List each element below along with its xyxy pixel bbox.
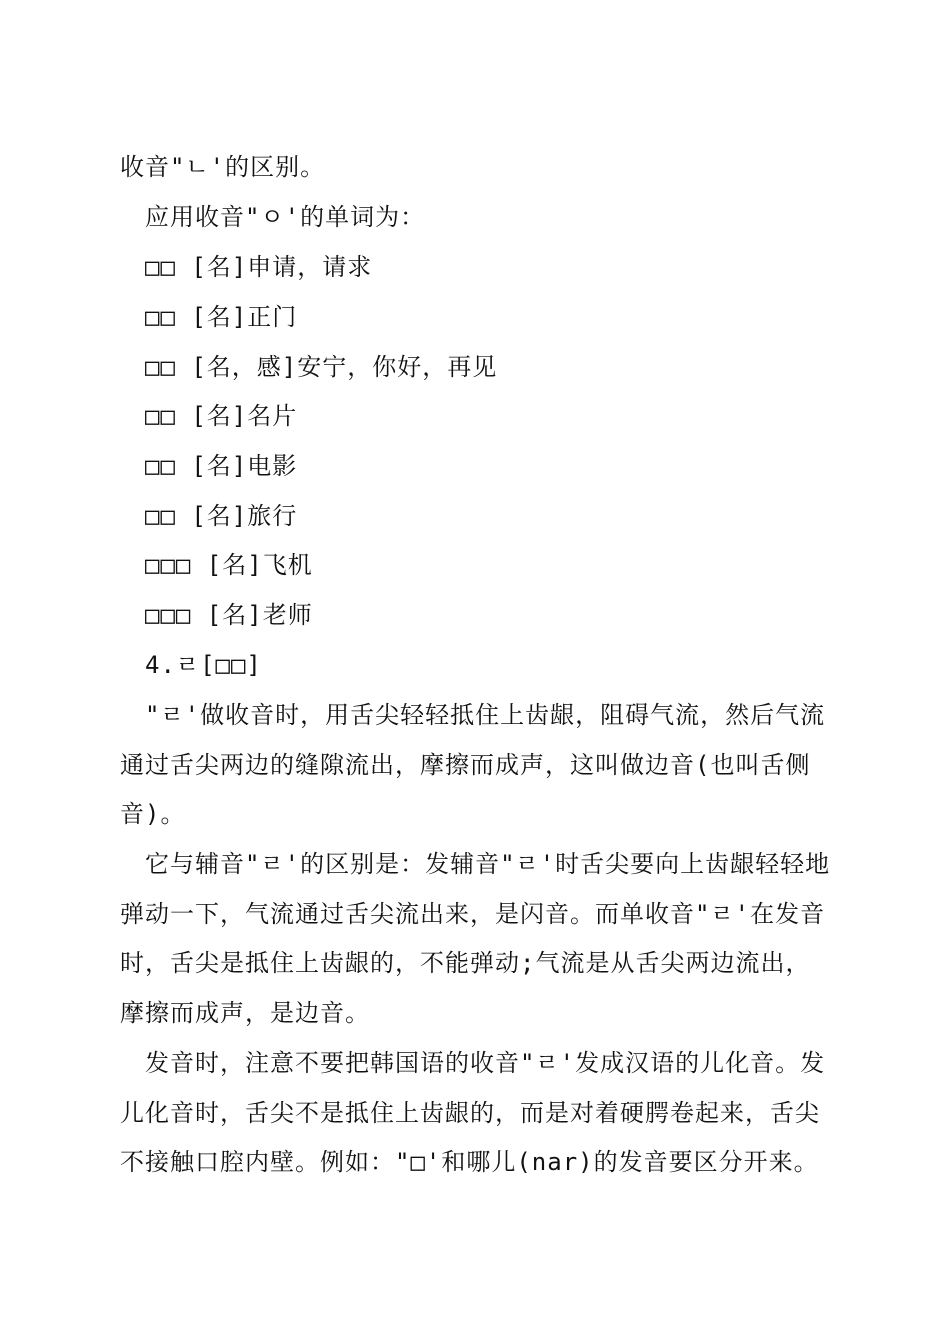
vocab-item-8: □□□ [名]老师 (145, 601, 313, 629)
text-line-19: 发音时，注意不要把韩国语的收音"ㄹ'发成汉语的儿化音。发 (145, 1049, 826, 1077)
vocab-item-7: □□□ [名]飞机 (145, 551, 313, 579)
text-line-16: 弹动一下，气流通过舌尖流出来，是闪音。而单收音"ㄹ'在发音 (120, 900, 826, 928)
vocab-item-5: □□ [名]电影 (145, 452, 298, 480)
text-line-15: 它与辅音"ㄹ'的区别是：发辅音"ㄹ'时舌尖要向上齿龈轻轻地 (145, 850, 831, 878)
text-line-18: 摩擦而成声，是边音。 (120, 999, 370, 1027)
vocab-item-4: □□ [名]名片 (145, 402, 298, 430)
vocab-item-1: □□ [名]申请，请求 (145, 253, 373, 281)
text-line-14: 音)。 (120, 800, 186, 828)
vocab-item-3: □□ [名，感]安宁，你好，再见 (145, 353, 498, 381)
text-line-17: 时，舌尖是抵住上齿龈的，不能弹动;气流是从舌尖两边流出， (120, 949, 811, 977)
text-line-13: 通过舌尖两边的缝隙流出，摩擦而成声，这叫做边音(也叫舌侧 (120, 751, 811, 779)
vocab-item-2: □□ [名]正门 (145, 303, 298, 331)
text-line-12: "ㄹ'做收音时，用舌尖轻轻抵住上齿龈，阻碍气流，然后气流 (145, 701, 826, 729)
text-line-1: 收音"ㄴ'的区别。 (120, 153, 326, 181)
section-heading: 4.ㄹ[□□] (145, 651, 262, 679)
text-line-21: 不接触口腔内壁。例如："□'和哪儿(nar)的发音要区分开来。 (120, 1148, 819, 1176)
text-line-20: 儿化音时，舌尖不是抵住上齿龈的，而是对着硬腭卷起来，舌尖 (120, 1099, 820, 1127)
text-line-2: 应用收音"ㅇ'的单词为： (145, 203, 426, 231)
vocab-item-6: □□ [名]旅行 (145, 502, 298, 530)
